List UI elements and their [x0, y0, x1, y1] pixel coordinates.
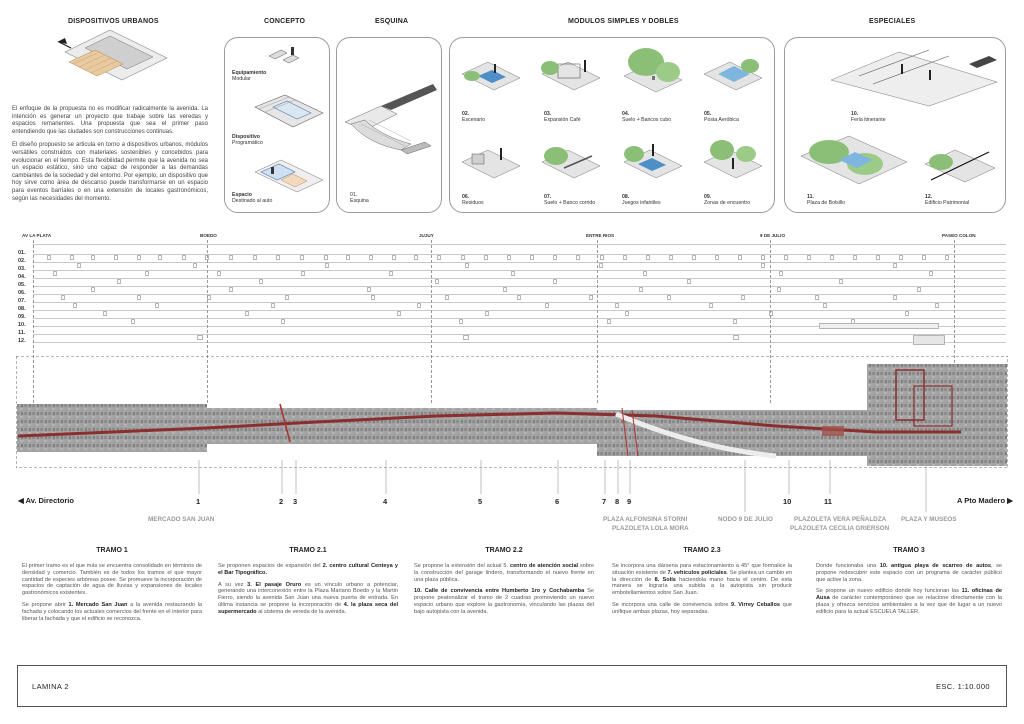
- tramo-2-3-p2-a: Se incorpora una calle de convivencia sobre: [612, 601, 731, 608]
- matrix-row-04: [33, 278, 1006, 279]
- especiales-panel: [784, 37, 1006, 213]
- point-11: 11: [824, 497, 832, 506]
- street-boedo: BOEDO: [200, 233, 217, 238]
- direction-right: [957, 496, 1013, 505]
- modulos-title: MODULOS SIMPLES Y DOBLES: [568, 18, 679, 25]
- modulo-06-caption: [462, 194, 484, 206]
- matrix-row-06: [33, 294, 1006, 295]
- row-label-12: 12.: [18, 338, 26, 344]
- modulo-02-num: 02.: [462, 111, 470, 117]
- modulo-05-name: Posta Aeróbica: [704, 117, 739, 124]
- concepto-3-title: Espacio: [232, 192, 252, 198]
- tramo-1-paragraph-2: [22, 602, 202, 622]
- modulo-02-name: Escenario: [462, 117, 486, 124]
- place-plaza-alfonsina-storni: PLAZA ALFONSINA STORNI: [603, 516, 688, 523]
- tramo-2-3-paragraph-2: [612, 602, 792, 616]
- street-paseo-colon: PASEO COLON: [942, 233, 976, 238]
- matrix-row-07: [33, 302, 1006, 303]
- especial-12-name: Edificio Patrimonial: [925, 200, 970, 207]
- concepto-caption-3: [232, 192, 272, 204]
- row-label-08: 08.: [18, 306, 26, 312]
- street-9-de-julio: 9 DE JULIO: [760, 233, 786, 238]
- especial-12-caption: [925, 194, 969, 206]
- row-label-05: 05.: [18, 282, 26, 288]
- tramo-1-p2-a: Se propone abrir: [22, 601, 69, 608]
- tramo-2-1-p2-d: 4. la plaza seca del supermercado: [218, 601, 398, 615]
- matrix-row-01: [33, 254, 1006, 255]
- intro-paragraph-1: El enfoque de la propuesta no es modificar radicalmente la avenida. La intención es generar un proyecto que trabaje sobre las veredas y espacios remanentes. Una propuesta que sea el primer paso entendiendo que las ciudades son construcciones continuas.: [12, 106, 208, 135]
- row-label-10: 10.: [18, 322, 26, 328]
- street-jujuy: JUJUY: [419, 233, 434, 238]
- point-2: 2: [279, 497, 284, 506]
- tramo-3: [816, 547, 1002, 621]
- matrix-row-09: [33, 318, 1006, 319]
- concepto-2-title: Dispositivo: [232, 134, 260, 140]
- plaza-bolsillo-illustration: [799, 132, 909, 190]
- especial-12-num: 12.: [925, 194, 933, 200]
- row-label-01: 01.: [18, 250, 26, 256]
- especial-11-num: 11.: [807, 194, 814, 200]
- concepto-panel: [224, 37, 330, 213]
- tramo-1-p2-c: a la avenida restaurando la fachada y colocando los actuales comercios del frente en el interior para liberar la fachada y que el edificio se reconozca.: [22, 601, 202, 622]
- tramo-3-p2-b: 11. oficinas de Ausa: [816, 588, 1002, 602]
- especial-11-name: Plaza de Bolsillo: [807, 200, 846, 207]
- concepto-1-title: Equipamiento: [232, 70, 267, 76]
- tramo-3-p1-c: , se propone redescubrir este espacio con un programa de carácter público que active la zona.: [816, 563, 1002, 583]
- direction-left-label: Av. Directorio: [25, 496, 74, 505]
- zonas-encuentro-illustration: [702, 136, 764, 186]
- modulo-04-name: Suelo + Bancos cubo: [622, 117, 672, 124]
- point-3: 3: [293, 497, 298, 506]
- espacio-illustration: [251, 156, 327, 196]
- esquina-title: ESQUINA: [375, 18, 409, 25]
- direction-right-label: A Pto Madero: [957, 496, 1006, 505]
- esquina-name: Esquina: [350, 198, 369, 205]
- dispositivos-axonometric: [55, 30, 170, 90]
- tramo-3-p1-a: Donde funcionaba una: [816, 563, 880, 569]
- modulo-06-num: 06.: [462, 194, 470, 200]
- tramo-2-2-p1-c: sobre la construcción del garage lindero, transformando el nuevo frente en una plaza pública.: [414, 563, 594, 583]
- modulos-panel: [449, 37, 775, 213]
- modulo-08-name: Juegos infantiles: [622, 200, 661, 207]
- tramo-2-3-paragraph-1: [612, 563, 792, 597]
- street-av-la-plata: AV LA PLATA: [22, 233, 52, 238]
- modulo-09-num: 09.: [704, 194, 712, 200]
- tramo-2-3-p2-c: que unifique ambas plazas, hoy separadas.: [612, 601, 792, 615]
- tramo-2-1-p2-a: A su vez: [218, 581, 248, 588]
- matrix-row-08: [33, 310, 1006, 311]
- tramo-3-paragraph-1: [816, 563, 1002, 583]
- tramo-3-p1-b: 10. antigua playa de scarreo de autos: [879, 563, 992, 569]
- matrix-top-line: [33, 244, 1006, 245]
- point-5: 5: [478, 497, 483, 506]
- expansion-cafe-illustration: [540, 56, 602, 98]
- tramo-2-3-p1-b: 7. vehículos policiales: [667, 569, 727, 576]
- tramo-3-title: TRAMO 3: [893, 547, 925, 554]
- esquina-caption: [350, 192, 369, 204]
- modulo-03-num: 03.: [544, 111, 552, 117]
- tramo-2-1-paragraph-1: [218, 563, 398, 577]
- esquina-num: 01.: [350, 192, 358, 198]
- equipamiento-illustration: [265, 44, 305, 68]
- especial-10-num: 10.: [851, 111, 859, 117]
- row-label-07: 07.: [18, 298, 26, 304]
- concepto-1-sub: Modular: [232, 76, 251, 83]
- place-plazoleta-vera-penaldza: PLAZOLETA VERA PEÑALDZA: [794, 516, 887, 523]
- tramo-3-p2-a: Se propone un nuevo edificio donde hoy funcionan las: [816, 588, 962, 595]
- juegos-infantiles-illustration: [622, 138, 684, 186]
- modulo-09-caption: [704, 194, 750, 206]
- escenario-illustration: [460, 58, 522, 98]
- dispositivos-title: DISPOSITIVOS URBANOS: [68, 18, 159, 25]
- point-7: 7: [602, 497, 607, 506]
- intro-paragraph-2: El diseño propuesto se articula en torno a dispositivos urbanos, módulos versátiles construidos con materiales sostenibles y concebidos para evolucionar en el tiempo. Esta flexibilidad permite que la avenida no sea un espacio estático, sino uno capaz de responder a las demandas cambiantes de la sociedad y del entorno. Por ejemplo, un dispositivo que hoy sirve como área de descanso puede transformarse en un espacio para eventos barriales o en una extensión de locales gastronómicos, según las necesidades del momento.: [12, 142, 208, 202]
- point-4: 4: [383, 497, 388, 506]
- concepto-title: CONCEPTO: [264, 18, 306, 25]
- intro-text: [12, 106, 208, 209]
- place-plazoleta-cecilia-grierson: PLAZOLETA CECILIA GRIERSON: [790, 525, 890, 532]
- street-entre-rios: ENTRE RIOS: [586, 233, 615, 238]
- matrix-row-05: [33, 286, 1006, 287]
- esquina-panel: [336, 37, 442, 213]
- point-1: 1: [196, 497, 201, 506]
- tramo-2-1-p2-e: al sistema de vereda de la avenida.: [256, 608, 347, 615]
- modulo-02-caption: [462, 111, 485, 123]
- sheet-number: LAMINA 2: [32, 682, 69, 691]
- especial-10-name: Feria itinerante: [851, 117, 886, 124]
- row-label-06: 06.: [18, 290, 26, 296]
- aerial-route-map: [16, 356, 1008, 468]
- modulo-03-name: Expansión Café: [544, 117, 581, 124]
- tramo-2-2-paragraph-2: [414, 588, 594, 615]
- modulo-07-name: Suelo + Banco corrido: [544, 200, 596, 207]
- suelo-bancos-cubo-illustration: [622, 46, 684, 98]
- modulo-05-caption: [704, 111, 739, 123]
- tramo-2-2-p2-a: 10. Calle de convivencia entre Humberto 1ro y Cochabamba: [414, 588, 585, 595]
- modulo-03-caption: [544, 111, 581, 123]
- arrow-right-icon: ▶: [1007, 496, 1013, 505]
- tramo-2-1-p1-a: Se proponen espacios de expansión del: [218, 563, 323, 569]
- especial-11-caption: [807, 194, 845, 206]
- leader-lines: [0, 460, 1024, 524]
- tramo-2-3-title: TRAMO 2.3: [683, 547, 721, 554]
- tramo-2-1-p2-c: es un vínculo urbano a potenciar, generando una interconexión entre la Plaza Mariano Boedo y la Martin Fierro, siendo la avenida San Juan una nueva puerta de entrada. En última instancia se propone la incorporación de: [218, 581, 398, 608]
- aerial-block-paseo-colon: [867, 364, 1007, 466]
- tramo-2-2-p1-b: centro de atención social: [509, 563, 579, 569]
- tramo-3-p2-c: de carácter contemporáneo que se relacione directamente con la plaza y ofrezca servicios ambientales a la vez que de lugar a un nuevo edificio para la actual ESCUELA TALLER.: [816, 595, 1002, 615]
- concepto-3-sub: Destinado al auto: [232, 198, 273, 205]
- modulo-08-num: 08.: [622, 194, 630, 200]
- place-nodo-9-de-julio: NODO 9 DE JULIO: [718, 516, 773, 523]
- tramo-2-1-title: TRAMO 2.1: [289, 547, 327, 554]
- tramo-2-1: [218, 547, 398, 621]
- row-label-11: 11.: [18, 330, 26, 336]
- point-8: 8: [615, 497, 620, 506]
- row-label-09: 09.: [18, 314, 26, 320]
- matrix-row-11: [33, 334, 1006, 335]
- sheet-scale: ESC. 1:10.000: [936, 682, 990, 691]
- modulo-06-name: Residuos: [462, 200, 484, 207]
- tramo-2-1-p1-b: 2. centro cultural Centeya y el Bar Tipográfico.: [218, 563, 398, 576]
- modulo-04-num: 04.: [622, 111, 630, 117]
- point-9: 9: [627, 497, 632, 506]
- concepto-caption-2: [232, 134, 263, 146]
- row-label-04: 04.: [18, 274, 26, 280]
- tramo-1-p2-b: 1. Mercado San Juan: [68, 601, 128, 608]
- concepto-2-sub: Programático: [232, 140, 263, 147]
- row-label-03: 03.: [18, 266, 26, 272]
- tramo-2-3-p1-e: haciendola mano hacia el centro. De esta manera se lograría una subida a la autopista sin producir embotellamientos sobre San Juan.: [612, 576, 792, 597]
- feria-itinerante-illustration: [829, 46, 999, 108]
- point-10: 10: [783, 497, 792, 506]
- tramo-1: [22, 547, 202, 627]
- arrow-left-icon: ◀: [18, 496, 24, 505]
- tramo-2-3-p1-d: 8. Solís: [654, 576, 676, 583]
- matrix-row-10: [33, 326, 1006, 327]
- posta-aerobica-illustration: [702, 56, 764, 98]
- edificio-patrimonial-illustration: [923, 146, 997, 190]
- place-plaza-y-museos: PLAZA Y MUSEOS: [901, 516, 957, 523]
- modulo-05-num: 05.: [704, 111, 712, 117]
- direction-left: [18, 496, 74, 505]
- title-block: [17, 665, 1007, 707]
- modulo-07-num: 07.: [544, 194, 552, 200]
- tramo-2-1-p2-b: 3. El pasaje Oruro: [247, 581, 302, 588]
- tramo-2-3: [612, 547, 792, 621]
- modulo-07-caption: [544, 194, 595, 206]
- tramo-2-2-p1-a: Se propone la extensión del actual 5.: [414, 563, 510, 569]
- matrix-row-03: [33, 270, 1006, 271]
- tramo-2-2-paragraph-1: [414, 563, 594, 583]
- tramo-2-3-p2-b: 9. Virrey Ceballos: [730, 601, 781, 608]
- tramo-1-paragraph-1: El primer tramo es el que más se encuentra consolidado en términos de densidad y comercio. También es de todos los tramos el que mayor cantidad de especies arbóreas posee. Se promueve la incorporación de espacios de captación de agua de lluvias y expansiones de locales gastronómicos existentes.: [22, 563, 202, 597]
- residuos-illustration: [460, 142, 522, 186]
- tramo-2-3-p1-c: . Se plantea un cambio en la dirección de: [612, 569, 792, 583]
- especiales-title: ESPECIALES: [869, 18, 916, 25]
- tramo-2-2-p2-b: Se propone peatonalizar el tramo de 2 cuadras promoviendo un nuevo espacio urbano que explore la gastronomía, vinculando las plazas del bajo autopista con la avenida.: [414, 588, 594, 615]
- place-mercado-san-juan: MERCADO SAN JUAN: [148, 516, 215, 523]
- concepto-caption-1: [232, 70, 266, 82]
- esquina-illustration: [341, 84, 439, 156]
- tramo-2-2: [414, 547, 594, 621]
- especial-10-caption: [851, 111, 886, 123]
- suelo-banco-corrido-illustration: [540, 142, 602, 186]
- tramo-2-2-title: TRAMO 2.2: [485, 547, 523, 554]
- matrix-row-02: [33, 262, 1006, 263]
- modulo-08-caption: [622, 194, 661, 206]
- place-plazoleta-lola-mora: PLAZOLETA LOLA MORA: [612, 525, 689, 532]
- matrix-row-12: [33, 342, 1006, 343]
- tramo-3-paragraph-2: [816, 588, 1002, 615]
- modulo-04-caption: [622, 111, 671, 123]
- point-6: 6: [555, 497, 560, 506]
- tramo-2-3-p1-a: Se incorpora una dársena para estacionamiento a 45° que formalice la situación existente de: [612, 563, 792, 576]
- row-label-02: 02.: [18, 258, 26, 264]
- tramo-2-1-paragraph-2: [218, 582, 398, 616]
- modulo-09-name: Zonas de encuentro: [704, 200, 751, 207]
- dispositivo-illustration: [251, 93, 327, 133]
- tramo-1-title: TRAMO 1: [96, 547, 128, 554]
